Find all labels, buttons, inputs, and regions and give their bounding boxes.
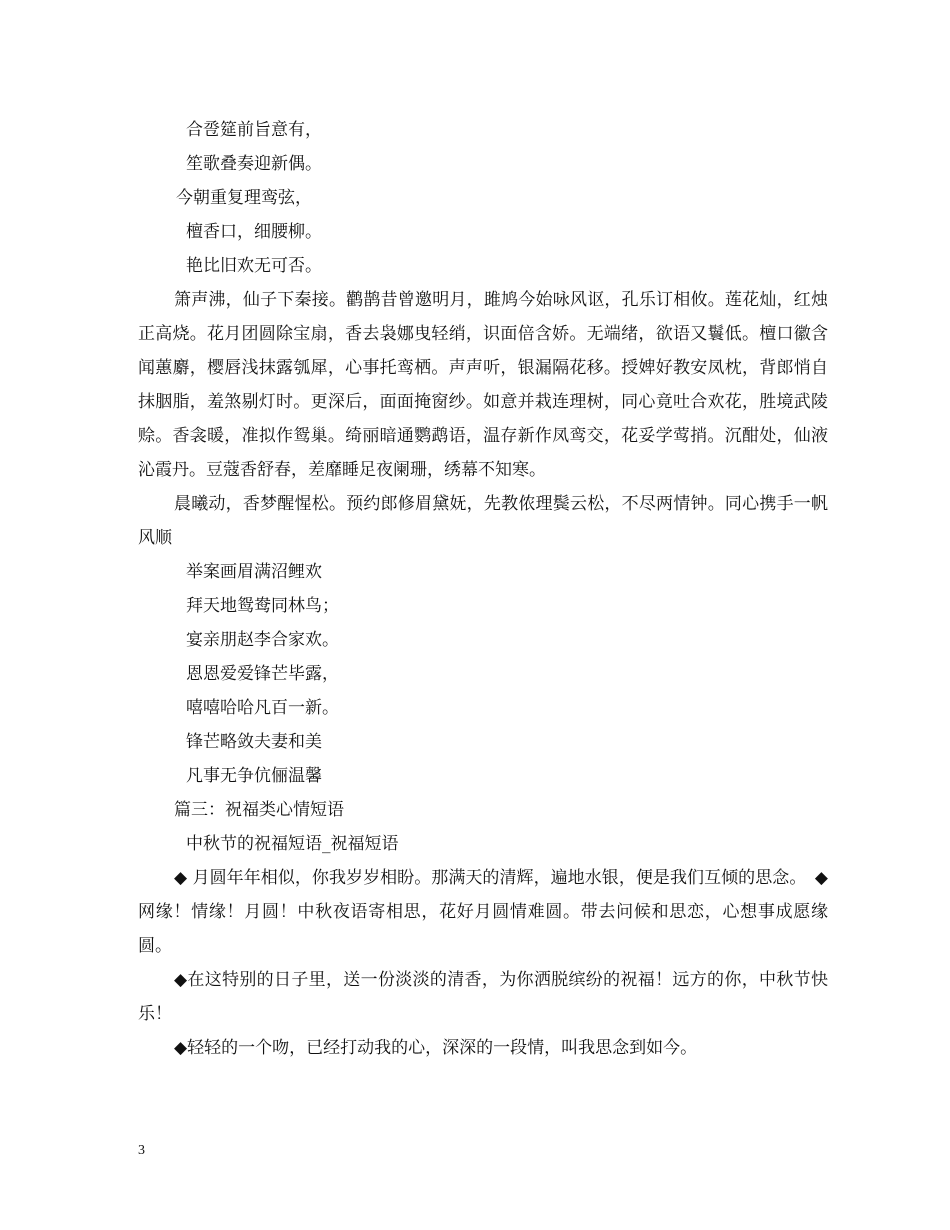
verse-line: 合卺筵前旨意有， <box>186 120 322 140</box>
page-number: 3 <box>138 1143 145 1158</box>
wish-paragraph: ◆在这特别的日子里，送一份淡淡的清香，为你洒脱缤纷的祝福！远方的你，中秋节快乐！ <box>138 970 828 1024</box>
page-content <box>138 113 828 1065</box>
wish-paragraph: ◆轻轻的一个吻，已经打动我的心，深深的一段情，叫我思念到如今。 <box>174 1038 698 1058</box>
verse-line: 今朝重复理鸾弦， <box>176 188 312 208</box>
verse-line: 凡事无争伉俪温馨 <box>186 766 322 786</box>
paragraph: 箫声沸，仙子下秦接。鹳鹊昔曾邀明月，雎鸠今始咏风讴，孔乐订相攸。莲花灿，红烛正高烧。花月团圆除宝扇，香去袅娜曳轻绡，识面倍含娇。无端绪，欲语又鬟低。檀口徽含闻蕙麝，樱唇浅抹露瓠犀，心事托鸾栖。声声听，银漏隔花移。授婢好教安凤枕，背郎悄自抹胭脂，羞煞剔灯时。更深后，面面掩窗纱。如意并栽连理树，同心竟吐合欢花，胜境武陵赊。香衾暖，准拟作鸳巢。绮丽暗通鹦鹉语，温存新作凤鸾交，花妥学莺捎。沉酣处，仙液沁霞丹。豆蔻香舒春，差靡睡足夜阑珊，绣幕不知寒。 <box>138 290 828 480</box>
verse-line: 笙歌叠奏迎新偶。 <box>186 154 322 174</box>
verse-line: 拜天地鸳鸯同林鸟； <box>186 596 339 616</box>
paragraph: 晨曦动，香梦醒惺松。预约郎修眉黛妩，先教侬理鬓云松，不尽两情钟。同心携手一帆风顺 <box>138 494 828 548</box>
wish-paragraph: ◆ 月圆年年相似，你我岁岁相盼。那满天的清辉，遍地水银，便是我们互倾的思念。 ◆网缘！情缘！月圆！中秋夜语寄相思，花好月圆情难圆。带去问候和思恋，心想事成愿缘圆。 <box>138 868 828 956</box>
verse-line: 举案画眉满沼鲤欢 <box>186 562 322 582</box>
sub-heading: 中秋节的祝福短语_祝福短语 <box>186 834 399 854</box>
verse-line: 宴亲朋赵李合家欢。 <box>186 630 339 650</box>
verse-line: 艳比旧欢无可否。 <box>186 256 322 276</box>
section-heading: 篇三：祝福类心情短语 <box>174 800 344 820</box>
verse-line: 恩恩爱爱锋芒毕露， <box>186 664 339 684</box>
verse-line: 檀香口，细腰柳。 <box>186 222 322 242</box>
verse-line: 嘻嘻哈哈凡百一新。 <box>186 698 339 718</box>
verse-line: 锋芒略敛夫妻和美 <box>186 732 322 752</box>
